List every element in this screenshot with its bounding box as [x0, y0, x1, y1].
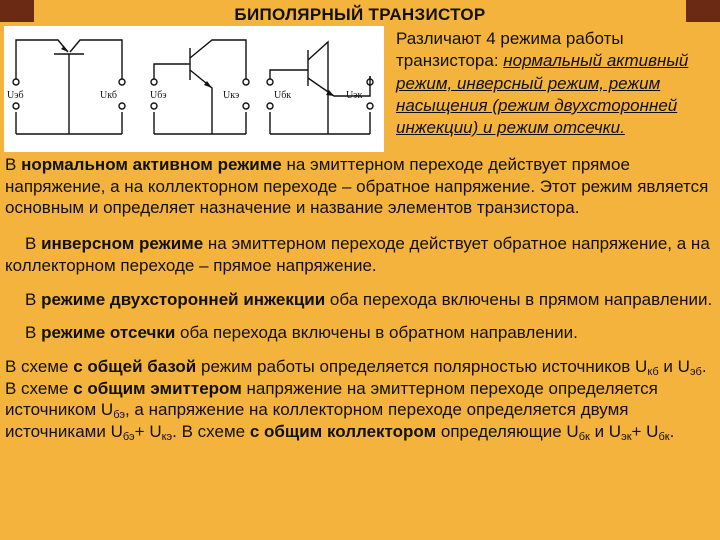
- paragraph-saturation-mode: В режиме двухсторонней инжекции оба перехода включены в прямом направлении.: [25, 289, 713, 309]
- circuit-schematics: [4, 26, 384, 152]
- modes-list: нормальный активный режим, инверсный режим, режим насыщения (режим двухсторонней инжекции) и режим отсечки.: [396, 51, 689, 138]
- paragraph-inverse-mode: В инверсном режиме на эмиттерном переходе действует обратное напряжение, а на коллекторном переходе – прямое напряжение.: [5, 234, 710, 275]
- label-ueb: Uэб: [7, 90, 24, 101]
- slide-title: БИПОЛЯРНЫЙ ТРАНЗИСТОР: [234, 5, 486, 24]
- label-uek: Uэк: [346, 90, 363, 101]
- emitter-arrow-icon: [61, 46, 68, 52]
- label-ubk: Uбк: [274, 90, 292, 101]
- label-ube: Uбэ: [150, 90, 167, 101]
- label-uke: Uкэ: [223, 90, 240, 101]
- intro-text: Различают 4 режима работы транзистора: нормальный активный режим, инверсный режим, режим насыщения (режим двухсторонней инжекции) и режим отсечки.: [396, 29, 689, 138]
- paragraph-circuit-schemes: В схеме с общей базой режим работы определяется полярностью источников $U_{кб}$ и $U_{эб}$. В схеме с общим эмиттером напряжение на эмиттерном переходе определяется источником $U_{бэ}$, а напряжение на коллекторном переходе определяется двумя источниками $U_{бэ}+ U_{кэ}$. В схеме с общим коллектором определяющие $U_{бк}$ и $U_{эк}+ U_{бк}$.: [5, 356, 707, 444]
- paragraph-cutoff-mode: В режиме отсечки оба перехода включены в обратном направлении.: [25, 323, 578, 343]
- label-ukb: Uкб: [100, 90, 117, 101]
- body-text: [5, 154, 715, 443]
- paragraph-active-mode: В нормальном активном режиме на эмиттерном переходе действует прямое напряжение, а на коллекторном переходе – обратное напряжение. Этот режим является основным и определяет назначение и название элементов транзистора.: [5, 155, 709, 218]
- transistor-circuits-diagram: [4, 26, 384, 152]
